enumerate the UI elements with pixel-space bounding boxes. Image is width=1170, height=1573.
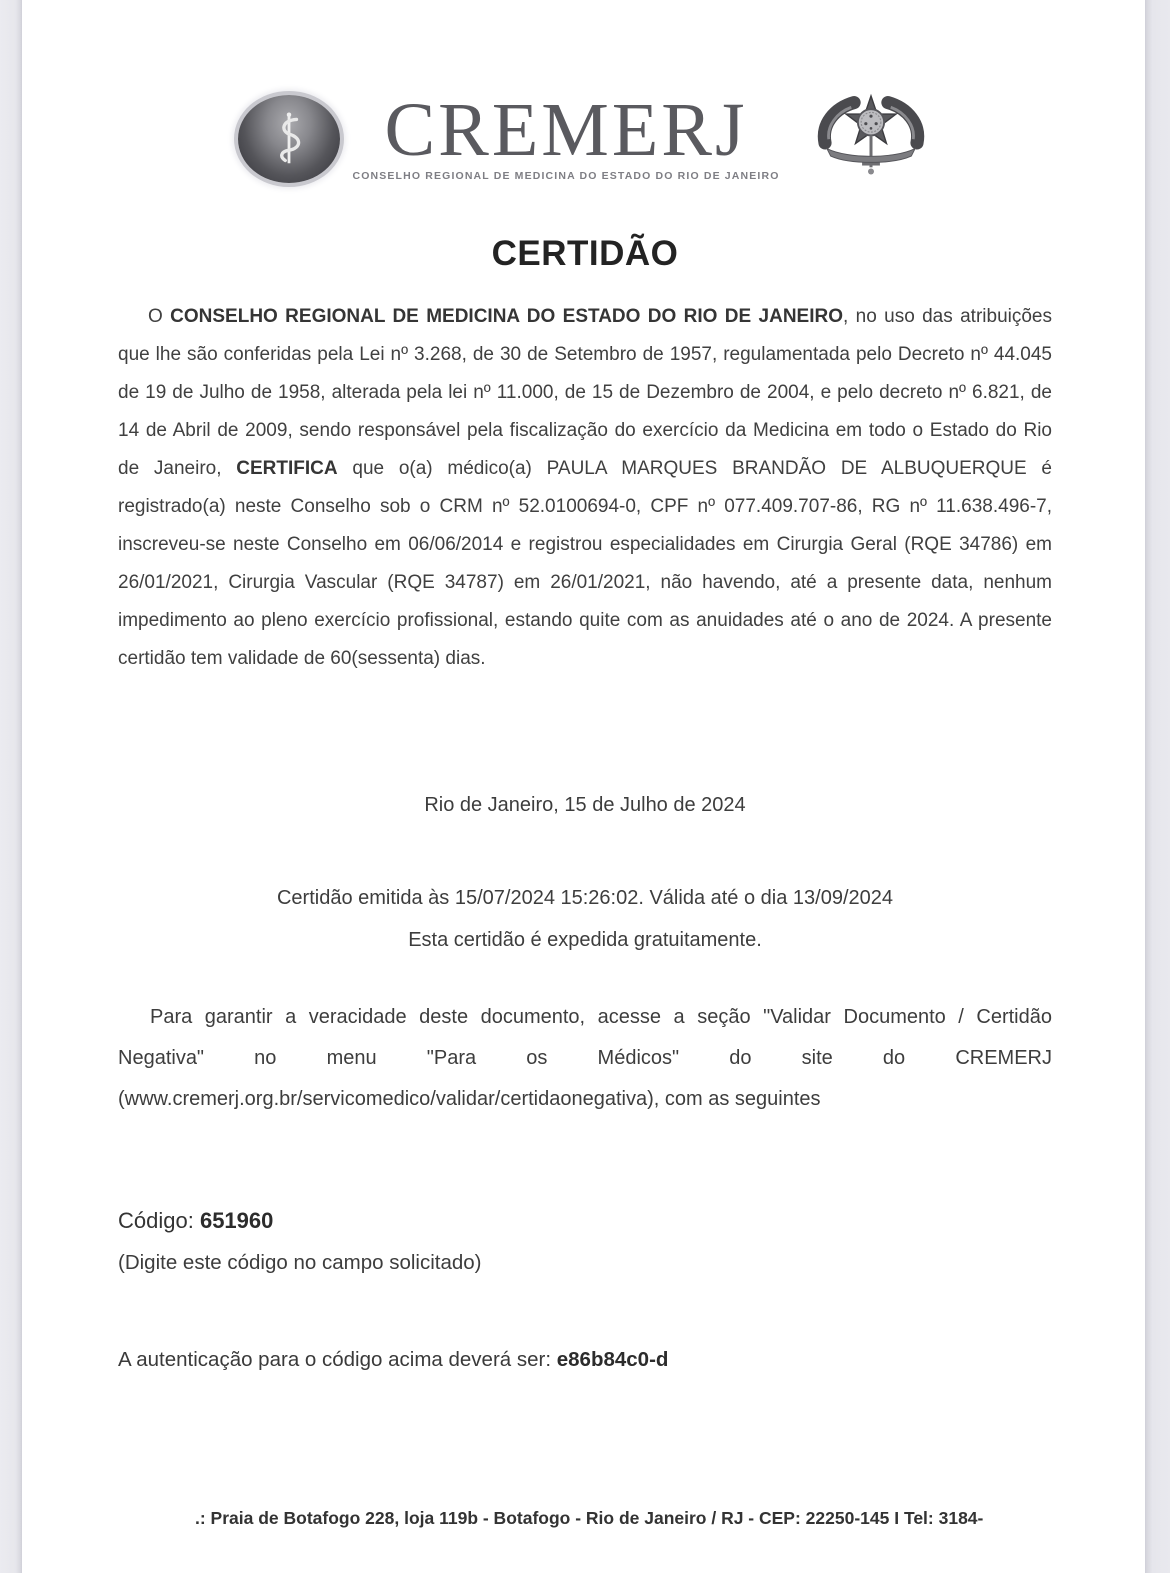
gratuity-line: Esta certidão é expedida gratuitamente. [408, 929, 762, 951]
authentication-line [118, 1348, 1052, 1372]
document-header [0, 84, 1170, 194]
code-label: Código: [118, 1208, 200, 1233]
photo-edge-right [1145, 0, 1170, 1573]
certificate-body-paragraph [118, 298, 1052, 678]
city-date-line: Rio de Janeiro, 15 de Julho de 2024 [424, 794, 746, 816]
emission-line: Certidão emitida às 15/07/2024 15:26:02. Válida até o dia 13/09/2024 [276, 887, 893, 909]
code-block [118, 1200, 1052, 1284]
authentication-value: e86b84c0-d [556, 1348, 669, 1371]
body-part1: , no uso das atribuições que lhe são conferidas pela Lei nº 3.268, de 30 de Setembro de 1957, regulamentada pelo Decreto nº 44.045 de 19 de Julho de 1958, alterada pela lei nº 11.000, de 15 de Dezembro de 2004, e pelo decreto nº 6.821, de 14 de Abril de 2009, sendo responsável pela fiscalização do exercício da Medicina em todo o Estado do Rio de Janeiro, [118, 306, 1052, 479]
cremerj-wordmark: CREMERJ [384, 87, 748, 172]
code-hint: (Digite este código no campo solicitado) [118, 1251, 482, 1274]
brazil-coat-of-arms-icon [810, 84, 932, 189]
certifica-label: CERTIFICA [236, 458, 338, 479]
cremerj-subtitle: CONSELHO REGIONAL DE MEDICINA DO ESTADO DO RIO DE JANEIRO [352, 170, 780, 183]
body-intro-prefix: O [148, 306, 171, 327]
code-line [118, 1200, 1052, 1242]
photo-edge-left [0, 0, 22, 1573]
logo-text-block [352, 87, 780, 183]
body-part2: que o(a) médico(a) PAULA MARQUES BRANDÃO DE ALBUQUERQUE é registrado(a) neste Conselho sob o CRM nº 52.0100694-0, CPF nº 077.409.707-86, RG nº 11.638.496-7, inscreveu-se neste Conselho em 06/06/2014 e registrou especialidades em Cirurgia Geral (RQE 34786) em 26/01/2021, Cirurgia Vascular (RQE 34787) em 26/01/2021, não havendo, até a presente data, nenhum impedimento ao pleno exercício profissional, estando quite com as anuidades até o ano de 2024. A presente certidão tem validade de 60(sessenta) dias. [118, 458, 1052, 669]
validation-paragraph: Para garantir a veracidade deste documento, acesse a seção "Validar Documento / Certidão Negativa" no menu "Para os Médicos" do site do CREMERJ (www.cremerj.org.br/servicomedico/validar/certidaonegativa), com as seguintes [118, 1006, 1052, 1110]
authentication-label: A autenticação para o código acima deverá ser: [118, 1348, 557, 1371]
cremerj-logo [238, 87, 780, 183]
staff-of-asclepius-icon [238, 95, 340, 183]
council-name: CONSELHO REGIONAL DE MEDICINA DO ESTADO DO RIO DE JANEIRO [170, 306, 843, 327]
code-value: 651960 [199, 1208, 274, 1233]
address-footer: .: Praia de Botafogo 228, loja 119b - Botafogo - Rio de Janeiro / RJ - CEP: 22250-145 I Tel: 3184- [195, 1508, 984, 1528]
emission-block [118, 877, 1052, 961]
document-title: CERTIDÃO [491, 234, 679, 273]
